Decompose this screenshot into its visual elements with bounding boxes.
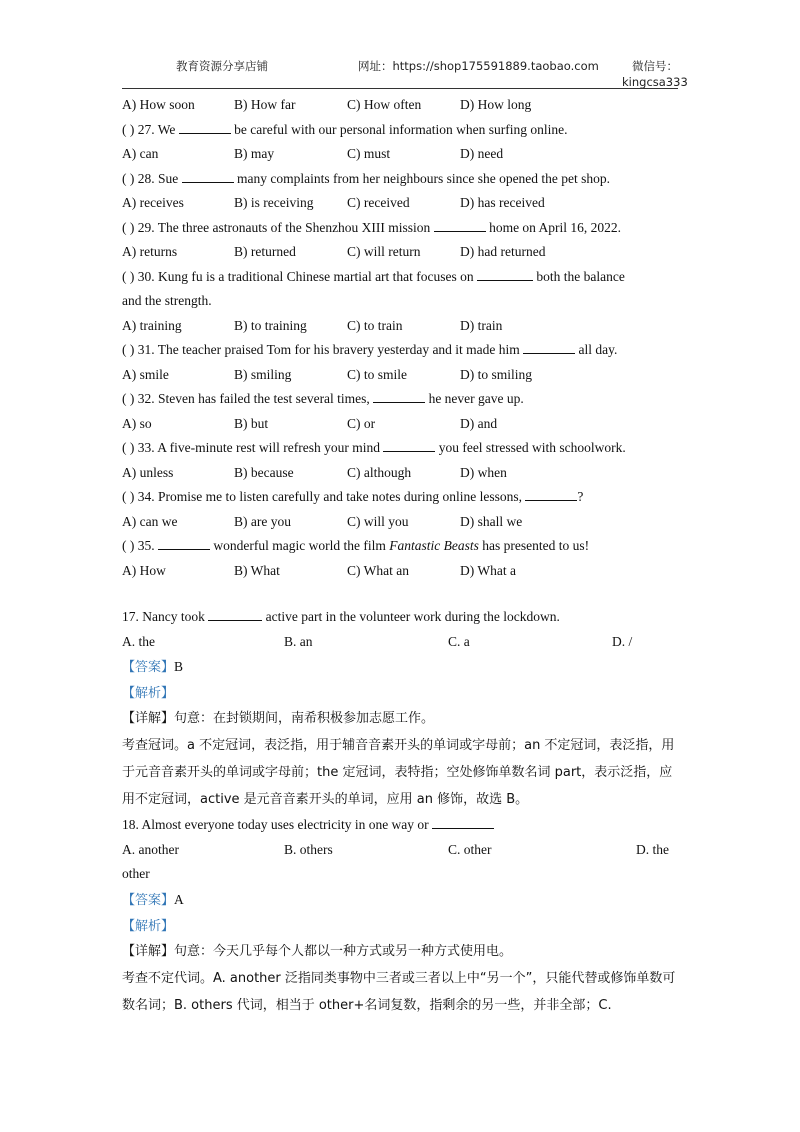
option-b: B) is receiving	[234, 195, 314, 210]
stem-text: active part in the volunteer work during the lockdown.	[262, 609, 560, 624]
option-d: D. /	[612, 633, 633, 649]
stem-text: has presented to us!	[478, 538, 590, 553]
option-c: C) What an	[347, 562, 409, 578]
option-b: B) How far	[234, 97, 296, 112]
question-29-stem	[122, 216, 678, 241]
answer-label: 【答案】	[122, 892, 175, 908]
question-18-explanation: 考查不定代词。A. another 泛指同类事物中三者或三者以上中“另一个”，只能代替或修饰单数可数名词；B. others 代词，相当于 other+名词复数，指剩余的另一些，并非全部；C.	[122, 970, 676, 1013]
question-31-stem	[122, 338, 678, 363]
question-35-options	[122, 559, 678, 584]
answer-blank	[158, 535, 210, 550]
answer-blank	[477, 266, 533, 281]
option-a: A) receives	[122, 195, 184, 210]
question-35-stem	[122, 534, 678, 559]
option-d: D. the	[636, 841, 669, 857]
analysis-label: 【解析】	[122, 686, 175, 701]
question-34-stem	[122, 485, 678, 510]
stem-text: he never gave up.	[425, 391, 524, 406]
question-18-detail: 【详解】句意：今天几乎每个人都以一种方式或另一种方式使用电。	[122, 943, 513, 959]
option-d: D) need	[460, 146, 504, 161]
wechat-label: 微信号：	[632, 59, 678, 73]
question-17-explanation: 考查冠词。a 不定冠词，表泛指，用于辅音音素开头的单词或字母前；an 不定冠词，表泛指，用于元音音素开头的单词或字母前；the 定冠词，表特指；空处修饰单数名词 part，表示泛指，应用不定冠词，active 是元音音素开头的单词，应用 an 修饰，故选 B。	[122, 738, 675, 807]
option-a: A. another	[122, 841, 179, 857]
option-b: B. an	[284, 633, 313, 649]
option-a: A) so	[122, 415, 152, 431]
stem-text: 17. Nancy took	[122, 609, 209, 624]
question-18-options-cont	[122, 862, 678, 887]
question-31-options	[122, 363, 678, 388]
option-d-cont: other	[122, 866, 150, 881]
stem-text: ( ) 28. Sue	[122, 170, 182, 186]
option-d: D) had returned	[460, 244, 546, 259]
option-b: B) to training	[234, 317, 307, 333]
answer-blank	[182, 168, 234, 183]
option-b: B) may	[234, 146, 275, 161]
option-a: A) unless	[122, 464, 174, 480]
stem-text: ( ) 30. Kung fu is a traditional Chinese martial art that focuses on	[122, 268, 478, 284]
wechat-info	[622, 58, 688, 90]
option-d: D) shall we	[460, 513, 523, 529]
question-26-options	[122, 93, 678, 118]
answer-value: B	[174, 659, 184, 674]
option-b: B) are you	[234, 513, 291, 529]
question-33-options	[122, 461, 678, 486]
question-30-stem	[122, 265, 678, 290]
option-c: C) How often	[347, 97, 422, 112]
question-28-options	[122, 191, 678, 216]
question-27-options	[122, 142, 678, 167]
question-32-stem	[122, 387, 678, 412]
option-d: D) train	[460, 317, 503, 333]
option-d: D) and	[460, 415, 498, 431]
stem-text: ( ) 35.	[122, 538, 158, 553]
stem-text: you feel stressed with schoolwork.	[435, 440, 626, 455]
stem-text: both the balance	[533, 268, 625, 284]
section-gap	[122, 583, 678, 605]
option-c: C) will you	[347, 513, 409, 529]
page-header	[122, 58, 688, 90]
answer-blank	[525, 486, 577, 501]
option-a: A) can	[122, 146, 159, 161]
option-c: C) to train	[347, 317, 403, 333]
option-b: B) returned	[234, 244, 296, 259]
answer-blank	[208, 606, 262, 621]
option-a: A) smile	[122, 366, 169, 382]
answer-label: 【答案】	[122, 660, 175, 675]
stem-text: be careful with our personal information when surfing online.	[230, 121, 568, 137]
question-18-stem	[122, 813, 678, 838]
stem-text: ( ) 32. Steven has failed the test several times,	[122, 391, 374, 406]
stem-text: and the strength.	[122, 293, 212, 308]
option-a: A) How soon	[122, 97, 195, 112]
option-a: A) returns	[122, 244, 178, 259]
answer-blank	[373, 388, 425, 403]
analysis-label: 【解析】	[122, 918, 175, 934]
question-18-options	[122, 838, 678, 863]
option-a: A. the	[122, 633, 155, 649]
stem-text: home on April 16, 2022.	[485, 219, 622, 235]
stem-text: ?	[577, 489, 584, 504]
question-30-options	[122, 314, 678, 339]
question-32-options	[122, 412, 678, 437]
question-17-analysis-label	[122, 680, 678, 706]
shop-name: 教育资源分享店铺	[176, 59, 268, 73]
question-17-options	[122, 630, 678, 655]
question-17-stem	[122, 605, 678, 630]
stem-text: ( ) 33. A five-minute rest will refresh your mind	[122, 440, 384, 455]
option-c: C) will return	[347, 244, 421, 259]
option-b: B) because	[234, 464, 294, 480]
question-28-stem	[122, 167, 678, 192]
question-29-options	[122, 240, 678, 265]
option-d: D) How long	[460, 97, 532, 112]
option-d: D) to smiling	[460, 366, 533, 382]
option-b: B) smiling	[234, 366, 292, 382]
question-17-detail: 【详解】句意：在封锁期间，南希积极参加志愿工作。	[122, 711, 435, 726]
option-c: C. a	[448, 633, 470, 649]
question-18-answer	[122, 887, 678, 913]
question-34-options	[122, 510, 678, 535]
question-18-analysis-label	[122, 913, 678, 939]
wechat-id: kingcsa333	[622, 75, 688, 89]
option-c: C) although	[347, 464, 412, 480]
option-c: C) received	[347, 195, 410, 210]
option-a: A) How	[122, 562, 166, 578]
option-c: C) must	[347, 146, 391, 161]
option-c: C. other	[448, 841, 492, 857]
answer-blank	[383, 437, 435, 452]
stem-text: 18. Almost everyone today uses electricity in one way or	[122, 817, 433, 832]
stem-text: ( ) 34. Promise me to listen carefully and take notes during online lessons,	[122, 489, 526, 504]
answer-blank	[432, 814, 494, 829]
stem-text: ( ) 31. The teacher praised Tom for his bravery yesterday and it made him	[122, 342, 524, 357]
stem-text: all day.	[575, 342, 618, 357]
stem-text: many complaints from her neighbours since she opened the pet shop.	[233, 170, 611, 186]
question-33-stem	[122, 436, 678, 461]
option-d: D) What a	[460, 562, 516, 578]
option-b: B. others	[284, 841, 333, 857]
answer-blank	[434, 217, 486, 232]
answer-blank	[179, 119, 231, 134]
stem-text: ( ) 27. We	[122, 121, 179, 137]
stem-text: wonderful magic world the film	[210, 538, 390, 553]
option-b: B) but	[234, 415, 269, 431]
option-d: D) has received	[460, 195, 545, 210]
question-27-stem	[122, 118, 678, 143]
question-30-stem-cont	[122, 289, 678, 314]
header-divider	[122, 88, 678, 89]
option-a: A) can we	[122, 513, 178, 529]
answer-blank	[523, 339, 575, 354]
shop-url: 网址：https://shop175591889.taobao.com	[358, 59, 599, 73]
option-b: B) What	[234, 562, 280, 578]
stem-text: ( ) 29. The three astronauts of the Shenzhou XIII mission	[122, 219, 434, 235]
answer-value: A	[174, 891, 184, 907]
option-c: C) to smile	[347, 366, 407, 382]
film-title: Fantastic Beasts	[389, 538, 479, 553]
question-17-answer	[122, 654, 678, 680]
option-c: C) or	[347, 415, 376, 431]
option-a: A) training	[122, 317, 182, 333]
option-d: D) when	[460, 464, 507, 480]
document-body	[122, 93, 678, 1019]
